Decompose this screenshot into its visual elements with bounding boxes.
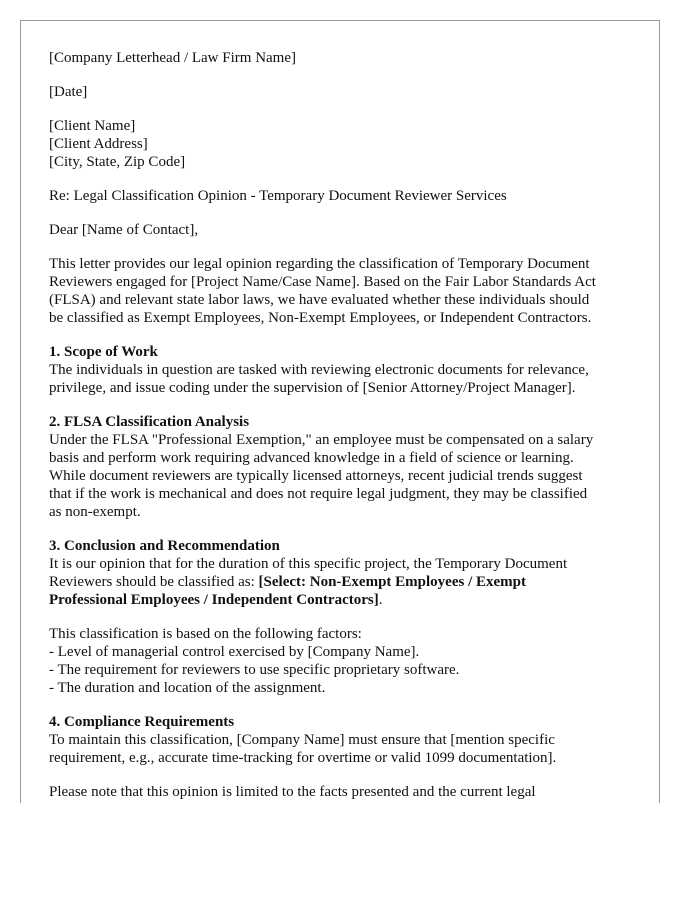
factors-intro: This classification is based on the following factors: <box>49 626 362 642</box>
intro-line: This letter provides our legal opinion regarding the classification of Temporary Document <box>49 256 590 272</box>
closing-paragraph <box>49 783 639 801</box>
salutation: Dear [Name of Contact], <box>49 222 199 238</box>
section-line: basis and perform work requiring advanced knowledge in a field of science or learning. <box>49 450 574 466</box>
client-city-state-zip: [City, State, Zip Code] <box>49 154 186 170</box>
intro-paragraph <box>49 255 639 327</box>
section-line-mixed <box>49 591 639 609</box>
recipient-address <box>49 117 639 171</box>
intro-line: be classified as Exempt Employees, Non-Exempt Employees, or Independent Contractors. <box>49 310 592 326</box>
letter-page <box>20 20 660 803</box>
section-flsa-analysis <box>49 413 639 521</box>
section-line: privilege, and issue coding under the supervision of [Senior Attorney/Project Manager]. <box>49 380 576 396</box>
section-line: It is our opinion that for the duration of this specific project, the Temporary Document <box>49 556 568 572</box>
plain-text: Reviewers should be classified as: <box>49 574 259 590</box>
letter-body <box>49 49 639 803</box>
intro-line: Reviewers engaged for [Project Name/Case Name]. Based on the Fair Labor Standards Act <box>49 274 596 290</box>
letter-date: [Date] <box>49 84 88 100</box>
letterhead-block <box>49 49 639 67</box>
factors-block <box>49 625 639 697</box>
subject-block <box>49 187 639 205</box>
intro-line: (FLSA) and relevant state labor laws, we have evaluated whether these individuals should <box>49 292 590 308</box>
section-line-mixed <box>49 573 639 591</box>
client-address: [Client Address] <box>49 136 148 152</box>
classification-select-placeholder: [Select: Non-Exempt Employees / Exempt <box>258 574 526 590</box>
classification-select-placeholder: Professional Employees / Independent Contractors] <box>49 592 379 608</box>
section-compliance <box>49 713 639 767</box>
section-line: To maintain this classification, [Company Name] must ensure that [mention specific <box>49 732 555 748</box>
salutation-block <box>49 221 639 239</box>
section-conclusion <box>49 537 639 609</box>
date-block <box>49 83 639 101</box>
letterhead: [Company Letterhead / Law Firm Name] <box>49 50 297 66</box>
factor-item: - Level of managerial control exercised by [Company Name]. <box>49 644 420 660</box>
section-line: requirement, e.g., accurate time-tracking for overtime or valid 1099 documentation]. <box>49 750 557 766</box>
factor-item: - The requirement for reviewers to use specific proprietary software. <box>49 662 460 678</box>
section-line: as non-exempt. <box>49 504 141 520</box>
section-line: The individuals in question are tasked with reviewing electronic documents for relevance, <box>49 362 589 378</box>
section-line: that if the work is mechanical and does not require legal judgment, they may be classified <box>49 486 588 502</box>
section-heading: 1. Scope of Work <box>49 344 158 360</box>
section-line: While document reviewers are typically licensed attorneys, recent judicial trends suggest <box>49 468 583 484</box>
closing-line: Please note that this opinion is limited to the facts presented and the current legal <box>49 784 536 800</box>
plain-text: . <box>378 592 383 608</box>
section-scope-of-work <box>49 343 639 397</box>
section-heading: 4. Compliance Requirements <box>49 714 235 730</box>
section-heading: 3. Conclusion and Recommendation <box>49 538 280 554</box>
subject-line: Re: Legal Classification Opinion - Temporary Document Reviewer Services <box>49 188 507 204</box>
factor-item: - The duration and location of the assignment. <box>49 680 326 696</box>
section-line: Under the FLSA "Professional Exemption," an employee must be compensated on a salary <box>49 432 594 448</box>
client-name: [Client Name] <box>49 118 136 134</box>
section-heading: 2. FLSA Classification Analysis <box>49 414 250 430</box>
